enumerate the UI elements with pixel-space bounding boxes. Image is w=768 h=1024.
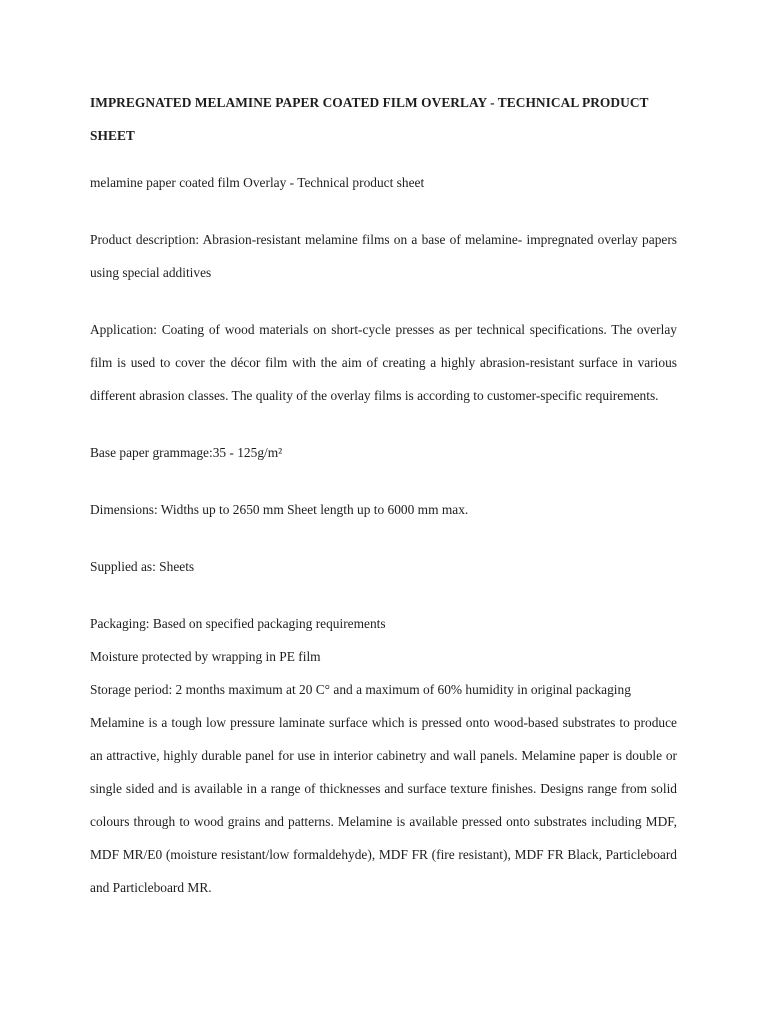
document-title: IMPREGNATED MELAMINE PAPER COATED FILM OVERLAY - TECHNICAL PRODUCT SHEET bbox=[90, 95, 649, 143]
storage-period: Storage period: 2 months maximum at 20 C° and a maximum of 60% humidity in original packaging bbox=[90, 682, 631, 697]
document-subtitle: melamine paper coated film Overlay - Technical product sheet bbox=[90, 175, 425, 190]
base-paper-grammage: Base paper grammage:35 - 125g/m² bbox=[90, 445, 283, 460]
dimensions: Dimensions: Widths up to 2650 mm Sheet length up to 6000 mm max. bbox=[90, 502, 469, 517]
supplied-as: Supplied as: Sheets bbox=[90, 559, 195, 574]
moisture-protection: Moisture protected by wrapping in PE film bbox=[90, 649, 321, 664]
document-page bbox=[90, 86, 677, 904]
application-paragraph: Application: Coating of wood materials on short-cycle presses as per technical specifications. The overlay film is used to cover the décor film with the aim of creating a highly abrasion-resistant surface in various different abrasion classes. The quality of the overlay films is according to customer-specific requirements. bbox=[90, 322, 677, 403]
product-description: Product description: Abrasion-resistant melamine films on a base of melamine- impregnated overlay papers using special additives bbox=[90, 232, 677, 280]
packaging: Packaging: Based on specified packaging requirements bbox=[90, 616, 386, 631]
melamine-info-paragraph: Melamine is a tough low pressure laminate surface which is pressed onto wood-based substrates to produce an attractive, highly durable panel for use in interior cabinetry and wall panels. Melamine paper is double or single sided and is available in a range of thicknesses and surface texture finishes. Designs range from solid colours through to wood grains and patterns. Melamine is available pressed onto substrates including MDF, MDF MR/E0 (moisture resistant/low formaldehyde), MDF FR (fire resistant), MDF FR Black, Particleboard and Particleboard MR. bbox=[90, 715, 677, 895]
